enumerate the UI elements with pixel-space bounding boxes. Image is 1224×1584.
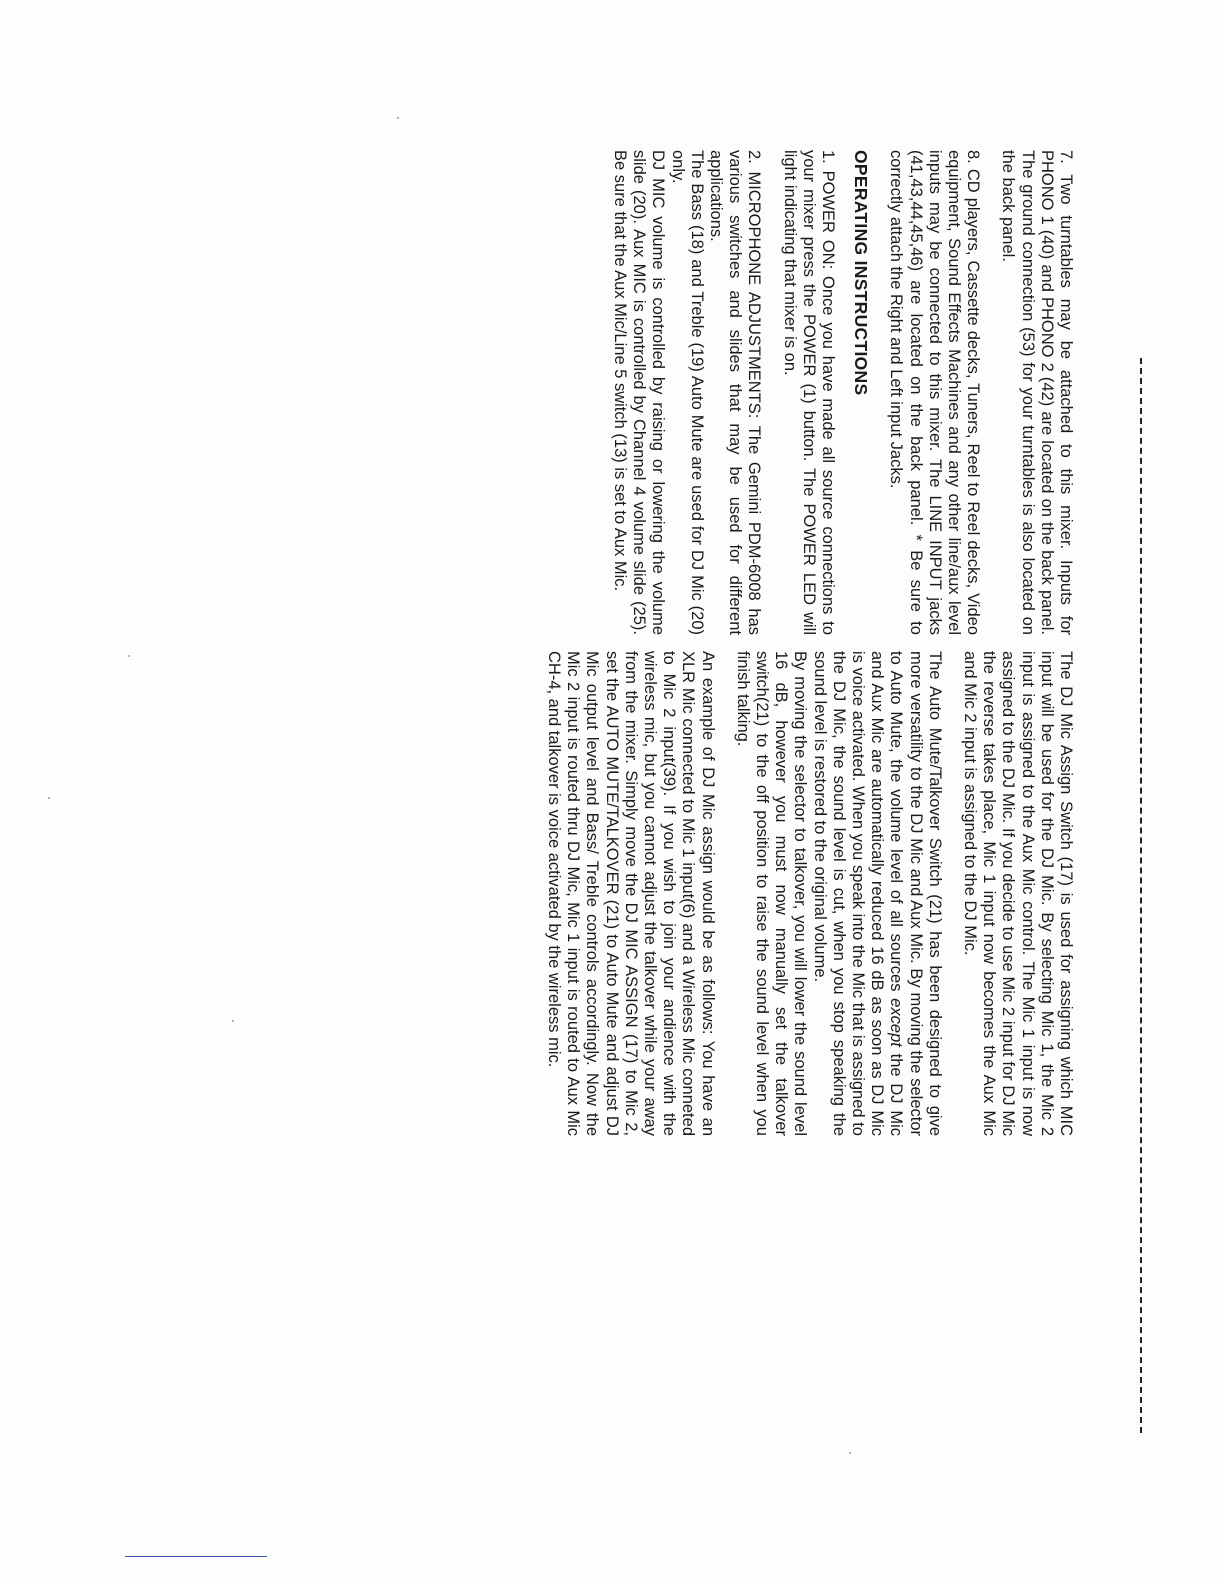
auto-mute-emphasis: except xyxy=(887,998,906,1047)
item-8-line-inputs: 8. CD players, Cassette decks, Tuners, Reel to Reel decks, Video equipment, Sound Effects Machines and any other line/aux level inputs may be connected to this mixer. The LINE INPUT jacks (41,43,44,45,46) are located on the back panel. * Be sure to correctly attach the Right and Left input Jacks. xyxy=(887,150,983,635)
auto-mute-paragraph xyxy=(809,651,943,1136)
talkover-paragraph: By moving the selector to talkover, you will lower the sound level 16 dB, however you must now manually set the talkover switch(21) to the off position to raise the sound level when you finish talking. xyxy=(733,651,810,1136)
item-7-turntables: 7. Two turntables may be attached to this mixer. Inputs for PHONO 1 (40) and PHONO 2 (42) are located on the back panel. The ground connection (53) for your turntables is also located on the back panel. xyxy=(999,150,1075,635)
scan-speck xyxy=(48,797,50,799)
scan-speck xyxy=(232,1020,234,1022)
auto-mute-text-end: the DJ Mic and Aux Mic are automatically reduced 16 dB as soon as DJ Mic is voice activated. When you speak into the Mic that is assigned to the DJ Mic, the sound level is cut, when you stop speaking the sound level is restored to the original volume. xyxy=(810,651,906,1136)
step-2-dj-mic-volume: DJ MIC volume is controlled by raising or lowering the volume slide (20). Aux MIC is controlled by Channel 4 volume slide (25). Be sure that the Aux Mic/Line 5 switch (13) is set to Aux Mic. xyxy=(610,150,668,635)
rotated-manual-content xyxy=(403,150,1103,1190)
scan-speck xyxy=(397,117,399,119)
bottom-edge-mark xyxy=(125,1556,267,1557)
step-2-bass-treble: The Bass (18) and Treble (19) Auto Mute are used for DJ Mic (20) only. xyxy=(668,150,706,635)
dj-mic-assign-paragraph: The DJ Mic Assign Switch (17) is used for assigning which MIC input will be used for the DJ Mic. By selecting Mic 1, the Mic 2 input is assigned to the Aux Mic control. The Mic 1 input is now assigned to the DJ Mic. If you decide to use Mic 2 input for DJ Mic the reverse takes place, Mic 1 input now becomes the Aux Mic and Mic 2 input is assigned to the DJ Mic. xyxy=(960,651,1075,1136)
section-heading: OPERATING INSTRUCTIONS xyxy=(851,150,872,396)
step-1-power-on: 1. POWER ON: Once you have made all source connections to your mixer press the POWER (1) button. The POWER LED will light indicating that mixer is on. xyxy=(780,150,837,635)
auto-mute-text-start: The Auto Mute/Talkover Switch (21) has been designed to give more versatility to the DJ Mic and Aux Mic. By moving the selector to Auto Mute, the volume level of all sources xyxy=(887,651,944,1136)
step-2-microphone-adjustments: 2. MICROPHONE ADJUSTMENTS: The Gemini PDM-6008 has various switches and slides that may be used for different applications. xyxy=(706,150,764,635)
scan-speck xyxy=(849,1452,851,1454)
right-column xyxy=(528,651,1075,1136)
dashed-divider xyxy=(1140,358,1142,1433)
left-column xyxy=(610,150,1075,635)
scan-speck xyxy=(128,655,130,657)
example-paragraph: An example of DJ Mic assign would be as follows: You have an XLR Mic connected to Mic 1 input(6) and a Wireless Mic conneted to Mic 2 input(39). If you wish to join your andience with the wireless mic, but you cannot adjust the talkover while your away from the mixer. Simply move the DJ MIC ASSIGN (17) to Mic 2, set the AUTO MUTE/TALKOVER (21) to Auto Mute and adjust DJ Mic output level and Bass/ Treble controls accordingly. Now the Mic 2 input is routed thru DJ Mic, Mic 1 input is routed to Aux Mic CH-4, and talkover is voice activated by the wireless mic. xyxy=(544,651,717,1136)
